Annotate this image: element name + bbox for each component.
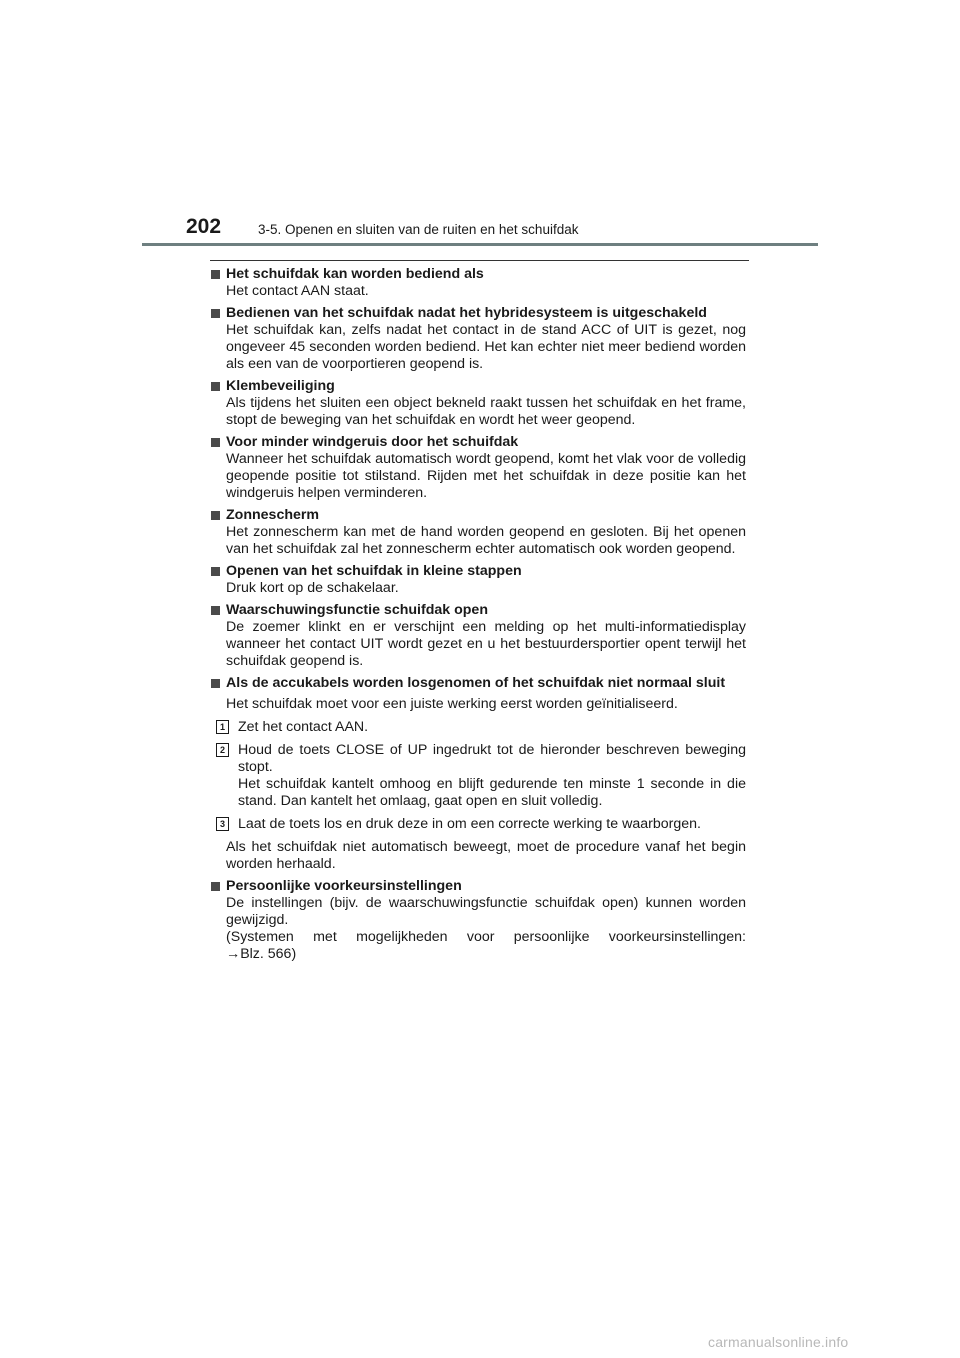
section-heading: Als de accukabels worden losgenomen of het schuifdak niet normaal sluit	[210, 675, 746, 692]
section-text: Als het schuifdak niet automatisch beweegt, moet de procedure vanaf het begin worden herhaald.	[226, 839, 746, 872]
page-reference-link[interactable]: →Blz. 566)	[226, 946, 297, 962]
step-item	[210, 742, 746, 810]
bullet-square-icon	[211, 679, 220, 688]
section-text: Het schuifdak moet voor een juiste werking eerst worden geïnitialiseerd.	[226, 696, 678, 712]
step-list	[210, 719, 746, 833]
section-heading: Zonnescherm	[210, 507, 746, 524]
content-divider	[210, 260, 749, 261]
section-jam-protection	[210, 378, 746, 429]
step-number-box: 1	[216, 720, 229, 734]
section-open-warning	[210, 602, 746, 670]
section-operation-condition	[210, 266, 746, 300]
step-item	[210, 816, 746, 833]
section-heading: Bedienen van het schuifdak nadat het hybridesysteem is uitgeschakeld	[210, 305, 746, 322]
section-customization	[210, 878, 746, 963]
page-header	[0, 0, 960, 250]
section-text: De instellingen (bijv. de waarschuwingsfunctie schuifdak open) kunnen worden gewijzigd.	[226, 895, 746, 928]
bullet-square-icon	[211, 438, 220, 447]
page-number: 202	[186, 215, 222, 238]
section-heading: Voor minder windgeruis door het schuifdak	[210, 434, 746, 451]
section-heading: Het schuifdak kan worden bediend als	[210, 266, 746, 283]
watermark: carmanualsonline.info	[708, 1334, 849, 1350]
section-text: Het contact AAN staat.	[226, 283, 369, 299]
step-number-box: 3	[216, 817, 229, 831]
step-text: Laat de toets los en druk deze in om een correcte werking te waarborgen.	[238, 816, 701, 832]
step-text: Zet het contact AAN.	[238, 719, 369, 735]
bullet-square-icon	[211, 511, 220, 520]
bullet-square-icon	[211, 606, 220, 615]
bullet-square-icon	[211, 567, 220, 576]
bullet-square-icon	[211, 309, 220, 318]
bullet-square-icon	[211, 382, 220, 391]
section-text: (Systemen met mogelijkheden voor persoonlijke voorkeursinstellingen:	[226, 929, 746, 945]
step-number-box: 2	[216, 743, 229, 757]
step-detail: Het schuifdak kantelt omhoog en blijft gedurende ten minste 1 seconde in die stand. Dan kantelt het omlaag, gaat open en sluit volledig.	[238, 776, 746, 809]
step-text: Houd de toets CLOSE of UP ingedrukt tot de hieronder beschreven beweging stopt.	[238, 742, 746, 775]
chapter-title: 3-5. Openen en sluiten van de ruiten en het schuifdak	[258, 222, 579, 237]
step-item	[210, 719, 746, 736]
section-text: Het schuifdak kan, zelfs nadat het contact in de stand ACC of UIT is gezet, nog ongeveer 45 seconden worden bediend. Het kan echter niet meer bediend worden als een van de voorportieren geopend is.	[226, 322, 746, 372]
section-initialization	[210, 675, 746, 873]
section-after-hybrid-off	[210, 305, 746, 373]
bullet-square-icon	[211, 270, 220, 279]
section-heading: Klembeveiliging	[210, 378, 746, 395]
section-wind-noise	[210, 434, 746, 502]
section-text: Wanneer het schuifdak automatisch wordt geopend, komt het vlak voor de volledig geopende positie tot stilstand. Rijden met het schuifdak in deze positie kan het windgeruis helpen verminderen.	[226, 451, 746, 501]
header-divider	[142, 243, 818, 246]
section-heading: Persoonlijke voorkeursinstellingen	[210, 878, 746, 895]
section-text: Druk kort op de schakelaar.	[226, 580, 399, 596]
section-small-steps	[210, 563, 746, 597]
bullet-square-icon	[211, 882, 220, 891]
section-heading: Openen van het schuifdak in kleine stappen	[210, 563, 746, 580]
main-content	[210, 266, 746, 968]
section-text: De zoemer klinkt en er verschijnt een melding op het multi-informatiedisplay wanneer het contact UIT wordt gezet en u het bestuurdersportier opent terwijl het schuifdak geopend is.	[226, 619, 746, 669]
section-text: Als tijdens het sluiten een object bekneld raakt tussen het schuifdak en het frame, stopt de beweging van het schuifdak en wordt het weer geopend.	[226, 395, 746, 428]
section-text: Het zonnescherm kan met de hand worden geopend en gesloten. Bij het openen van het schuifdak zal het zonnescherm echter automatisch ook worden geopend.	[226, 524, 746, 557]
section-sunshade	[210, 507, 746, 558]
section-heading: Waarschuwingsfunctie schuifdak open	[210, 602, 746, 619]
